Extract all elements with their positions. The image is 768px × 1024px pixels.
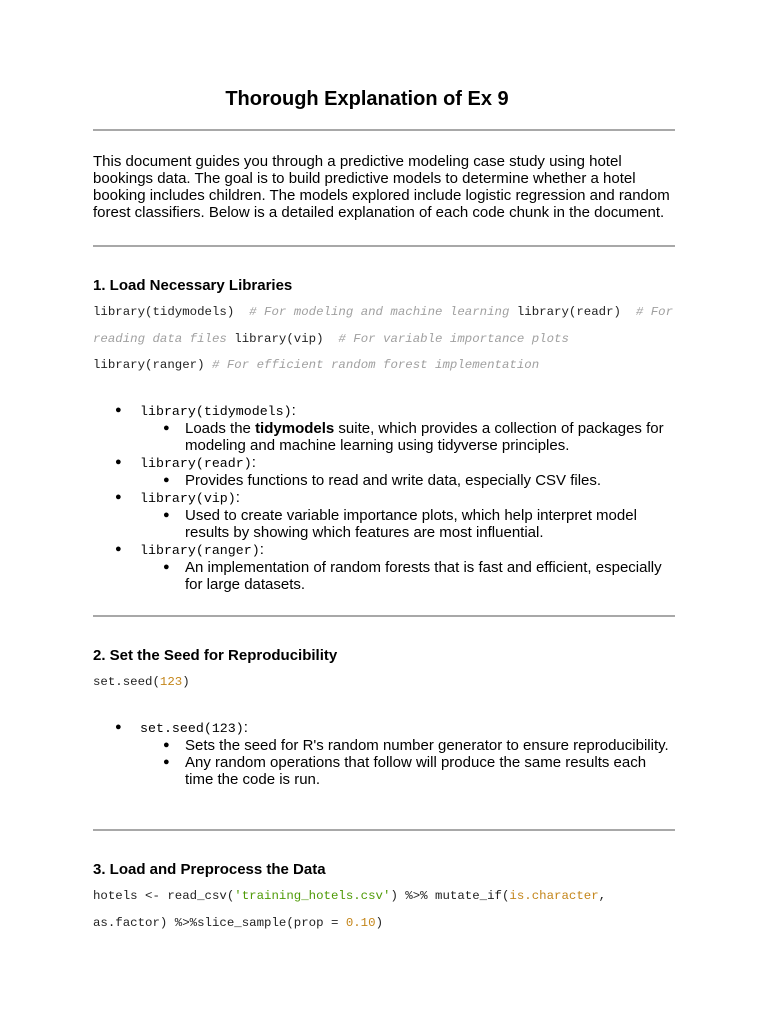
code-comment: # For efficient random forest implementation xyxy=(211,358,540,372)
code-token: library(vip) xyxy=(234,331,324,346)
code-token: library(ranger) xyxy=(93,358,205,372)
section-heading: 1. Load Necessary Libraries xyxy=(93,277,293,294)
explanation-list xyxy=(93,719,675,788)
code-comment: # For modeling and machine learning xyxy=(249,305,510,319)
divider xyxy=(93,615,675,617)
list-item: ● An implementation of random forests that is fast and efficient, especially for large datasets. xyxy=(140,559,675,593)
function-name: library(vip) xyxy=(140,491,236,506)
code-function: is.character xyxy=(509,889,599,903)
list-item: ● library(tidymodels): ● Loads the tidymodels suite, which provides a collection of packages for modeling and machine learning using tidyverse principles. xyxy=(93,402,675,454)
divider xyxy=(93,829,675,831)
intro-paragraph: This document guides you through a predictive modeling case study using hotel bookings data. The goal is to build predictive models to determine whether a hotel booking includes children. The models explored include logistic regression and random forest classifiers. Below is a detailed explanation of each code chunk in the document. xyxy=(93,153,670,221)
function-name: set.seed(123) xyxy=(140,721,244,736)
section-heading: 3. Load and Preprocess the Data xyxy=(93,861,326,878)
code-token: library(tidymodels) xyxy=(93,305,235,319)
bold-term: tidymodels xyxy=(255,420,335,437)
list-item: ● library(ranger): ● An implementation of random forests that is fast and efficient, especially for large datasets. xyxy=(93,541,675,593)
list-item: ● Loads the tidymodels suite, which provides a collection of packages for modeling and machine learning using tidyverse principles. xyxy=(140,420,675,454)
list-item: ● Sets the seed for R's random number generator to ensure reproducibility. xyxy=(140,737,675,754)
code-number: 123 xyxy=(159,675,183,689)
code-token: library(readr) xyxy=(516,305,621,319)
code-block xyxy=(93,299,683,379)
divider xyxy=(93,129,675,131)
function-name: library(readr) xyxy=(140,456,252,471)
function-name: library(tidymodels) xyxy=(140,404,292,419)
code-string: 'training_hotels.csv' xyxy=(234,889,391,903)
list-item: ● library(readr): ● Provides functions to read and write data, especially CSV files. xyxy=(93,454,675,489)
code-number: 0.10 xyxy=(345,915,376,930)
list-item: ● set.seed(123): ● Sets the seed for R's random number generator to ensure reproducibility. ● Any random operations that follow will produce the same results each time the code is run. xyxy=(93,719,675,788)
code-block: set.seed(123) xyxy=(93,675,190,689)
page-title: Thorough Explanation of Ex 9 xyxy=(225,88,509,110)
list-item: ● Any random operations that follow will produce the same results each time the code is run. xyxy=(140,754,675,788)
function-name: library(ranger) xyxy=(140,543,260,558)
code-comment: # For reading data files xyxy=(93,305,674,346)
list-item: ● Provides functions to read and write data, especially CSV files. xyxy=(140,472,675,489)
list-item: ● Used to create variable importance plots, which help interpret model results by showing which features are most influential. xyxy=(140,507,675,541)
divider xyxy=(93,245,675,247)
explanation-list xyxy=(93,402,675,593)
section-heading: 2. Set the Seed for Reproducibility xyxy=(93,647,338,664)
code-comment: # For variable importance plots xyxy=(338,331,569,346)
code-block: hotels <- read_csv('training_hotels.csv') %>% mutate_if(is.character, as.factor) %>%slice_sample(prop = 0.10) xyxy=(93,889,607,930)
list-item: ● library(vip): ● Used to create variable importance plots, which help interpret model results by showing which features are most influential. xyxy=(93,489,675,541)
